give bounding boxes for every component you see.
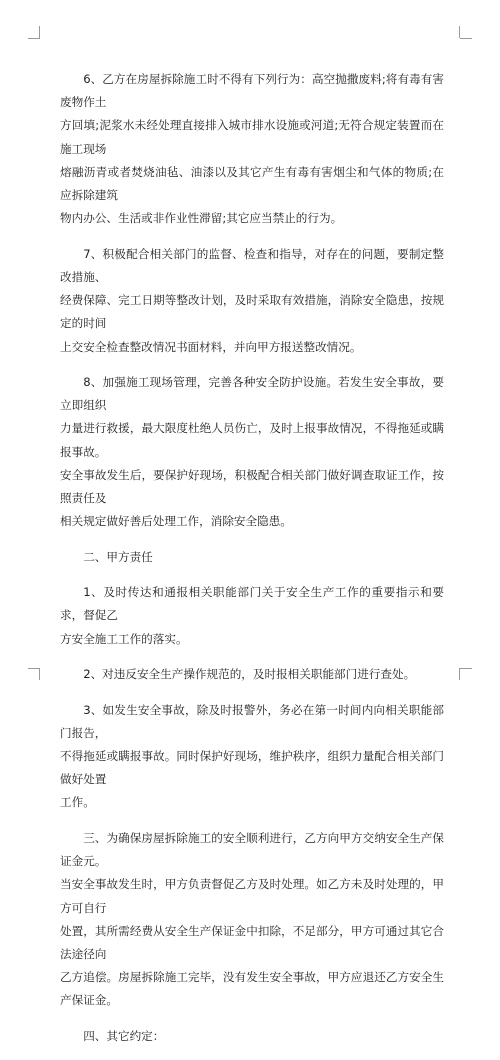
paragraph-item-8	[60, 371, 444, 533]
text-line: 力量进行救援，最大限度杜绝人员伤亡，及时上报事故情况，不得拖延或瞒报事故。	[60, 421, 444, 459]
text-line: 工作。	[60, 795, 95, 810]
crop-mark-bottom-left-vertical	[39, 668, 40, 680]
crop-mark-top-right-vertical	[459, 26, 460, 38]
text-line: 不得拖延或瞒报事故。同时保护好现场，维护秩序，组织力量配合相关部门做好处置	[60, 749, 444, 787]
text-line: 6、乙方在房屋拆除施工时不得有下列行为：高空抛撒废料;将有毒有害废物作土	[60, 72, 444, 110]
text-line: 经费保障、完工日期等整改计划，及时采取有效措施，消除安全隐患，按规定的时间	[60, 293, 444, 331]
paragraph-party-a-1	[60, 581, 444, 651]
crop-mark-top-right-horizontal	[460, 38, 472, 39]
text-line: 1、及时传达和通报相关职能部门关于安全生产工作的重要指示和要求，督促乙	[60, 585, 444, 623]
text-line: 7、积极配合相关部门的监督、检查和指导，对存在的问题，要制定整改措施、	[60, 246, 444, 284]
crop-mark-bottom-left-horizontal	[28, 668, 40, 669]
text-line: 当安全事故发生时，甲方负责督促乙方及时处理。如乙方未及时处理的，甲方可自行	[60, 877, 444, 915]
text-line: 方回填;泥浆水未经处理直接排入城市排水设施或河道;无符合规定装置而在施工现场	[60, 118, 444, 156]
text-line: 三、为确保房屋拆除施工的安全顺利进行，乙方向甲方交纳安全生产保证金元。	[60, 830, 444, 869]
paragraph-party-a-3	[60, 699, 444, 815]
text-line: 2、对违反安全生产操作规范的，及时报相关职能部门进行查处。	[83, 667, 416, 682]
document-body	[60, 68, 444, 1060]
text-line: 3、如发生安全事故，除及时报警外，务必在第一时间内向相关职能部门报告，	[60, 702, 444, 740]
paragraph-section-three	[60, 827, 444, 1013]
crop-mark-top-left-horizontal	[28, 38, 40, 39]
text-line: 熔融沥青或者焚烧油毡、油漆以及其它产生有毒有害烟尘和气体的物质;在应拆除建筑	[60, 164, 444, 203]
paragraph-item-7	[60, 243, 444, 359]
crop-mark-bottom-right-vertical	[459, 668, 460, 680]
paragraph-item-6	[60, 68, 444, 230]
text-line: 物内办公、生活或非作业性滞留;其它应当禁止的行为。	[60, 211, 343, 226]
text-line: 处置，其所需经费从安全生产保证金中扣除，不足部分，甲方可通过其它合法途径向	[60, 923, 444, 961]
heading-text: 二、甲方责任	[83, 549, 153, 564]
paragraph-party-a-2	[60, 663, 444, 686]
text-line: 8、加强施工现场管理，完善各种安全防护设施。若发生安全事故，要立即组织	[60, 375, 444, 413]
crop-mark-bottom-right-horizontal	[460, 668, 472, 669]
text-line: 上交安全检查整改情况书面材料，并向甲方报送整改情况。	[60, 339, 362, 354]
text-line: 乙方追偿。房屋拆除施工完毕，没有发生安全事故，甲方应退还乙方安全生产保证金。	[60, 970, 444, 1008]
section-heading-other-agreements	[60, 1025, 444, 1048]
heading-text: 四、其它约定：	[83, 1028, 165, 1043]
text-line: 方安全施工工作的落实。	[60, 631, 188, 646]
text-line: 安全事故发生后，要保护好现场，积极配合相关部门做好调查取证工作，按照责任及	[60, 467, 444, 506]
section-heading-party-a	[60, 546, 444, 569]
text-line: 相关规定做好善后处理工作，消除安全隐患。	[60, 514, 292, 529]
crop-mark-top-left-vertical	[39, 26, 40, 38]
